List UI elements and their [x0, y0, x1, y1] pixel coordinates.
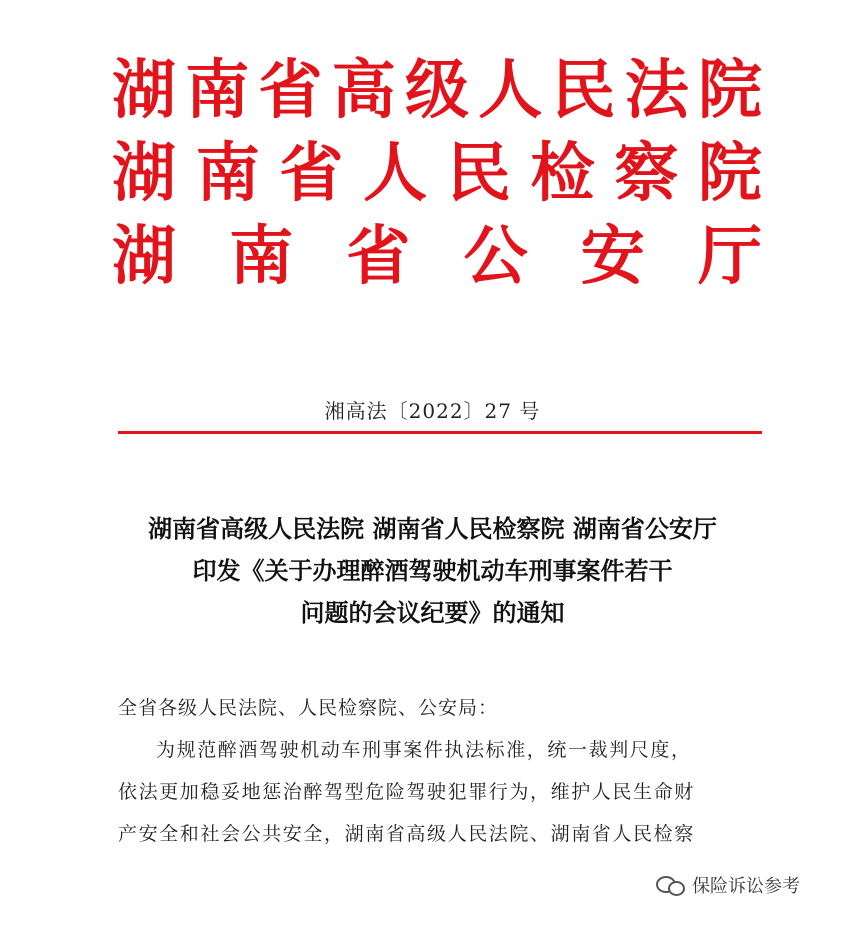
title-line: 印发《关于办理醉酒驾驶机动车刑事案件若干 [192, 556, 673, 585]
title-line: 湖南省高级人民法院 湖南省人民检察院 湖南省公安厅 [148, 514, 717, 543]
issuer-char: 安 [580, 220, 645, 294]
issuer-char: 南 [195, 137, 260, 211]
issuer-header [112, 50, 762, 299]
issuer-line-court [112, 50, 762, 133]
wechat-icon [656, 874, 686, 896]
issuer-char: 院 [697, 137, 762, 211]
issuer-char: 人 [478, 54, 543, 128]
paragraph-line: 产安全和社会公共安全，湖南省高级人民法院、湖南省人民检察 [118, 823, 695, 845]
issuer-char: 省 [279, 137, 344, 211]
document-number: 湘高法〔2022〕27 号 [324, 399, 541, 423]
issuer-char: 察 [614, 137, 679, 211]
watermark-label: 保险诉讼参考 [692, 876, 800, 897]
issuer-char: 级 [405, 54, 469, 128]
issuer-char: 湖 [112, 54, 176, 128]
issuer-char: 高 [331, 54, 396, 128]
issuer-char: 检 [530, 137, 595, 211]
issuer-char: 法 [624, 54, 689, 128]
issuer-char: 湖 [112, 220, 176, 294]
document-title [0, 508, 865, 634]
issuer-char: 民 [446, 137, 511, 211]
salutation: 全省各级人民法院、人民检察院、公安局： [118, 697, 499, 719]
title-line: 问题的会议纪要》的通知 [300, 598, 565, 627]
issuer-char: 厅 [697, 220, 762, 294]
issuer-char: 人 [363, 137, 428, 211]
issuer-char: 南 [185, 54, 250, 128]
issuer-line-public-security [112, 216, 762, 299]
issuer-line-procuratorate [112, 133, 762, 216]
paragraph-line: 为规范醉酒驾驶机动车刑事案件执法标准，统一裁判尺度， [156, 739, 692, 761]
issuer-char: 公 [463, 220, 528, 294]
issuer-char: 院 [698, 54, 762, 128]
red-divider [118, 431, 762, 434]
issuer-char: 南 [229, 220, 294, 294]
issuer-char: 省 [346, 220, 411, 294]
paragraph-line: 依法更加稳妥地惩治醉驾型危险驾驶犯罪行为，维护人民生命财 [118, 781, 695, 803]
watermark [652, 870, 804, 900]
issuer-char: 省 [258, 54, 323, 128]
issuer-char: 湖 [112, 137, 176, 211]
issuer-char: 民 [551, 54, 616, 128]
document-body [118, 687, 778, 855]
